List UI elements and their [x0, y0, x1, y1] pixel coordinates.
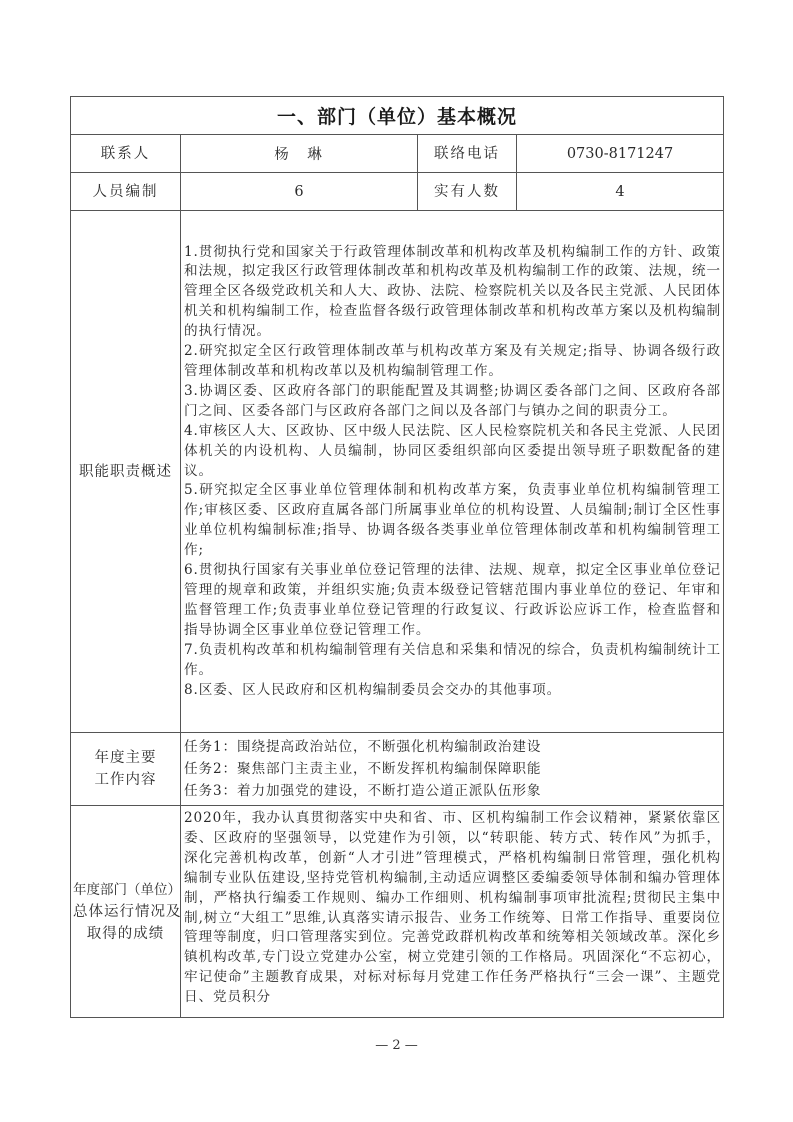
actual-label: 实有人数	[418, 173, 517, 211]
duty-item: 8.区委、区人民政府和区机构编制委员会交办的其他事项。	[184, 681, 562, 698]
task-item: 任务3：着力加强党的建设，不断打造公道正派队伍形象	[184, 783, 542, 799]
overall-performance-text: 2020年，我办认真贯彻落实中央和省、市、区机构编制工作会议精神，紧紧依靠区委、区政府的坚强领导，以党建作为引领，以“转职能、转方式、转作风”为抓手，深化完善机构改革，创新“人才引进”管理模式，严格机构编制日常管理，强化机构编制专业队伍建设,坚持党管机构编制,主动适应调整区委编委领导体制和编办管理体制，严格执行编委工作规则、编办工作细则、机构编制事项审批流程;贯彻民主集中制,树立“大组工”思维,认真落实请示报告、业务工作统筹、日常工作指导、重要岗位管理等制度，归口管理落实到位。完善党政群机构改革和统筹相关领域改革。深化乡镇机构改革,专门设立党建办公室，树立党建引领的工作格局。巩固深化“不忘初心，牢记使命”主题教育成果，对标对标每月党建工作任务严格执行“三会一课”、主题党日、党员积分	[184, 810, 722, 1006]
section-title: 一、部门（单位）基本概况	[71, 97, 724, 135]
task-item: 任务2：聚焦部门主责主业，不断发挥机构编制保障职能	[184, 761, 542, 777]
duty-item: 5.研究拟定全区事业单位管理体制和机构改革方案，负责事业单位机构编制管理工作;审核区委、区政府直属各部门所属事业单位的机构设置、人员编制;制订全区性事业单位机构编制标准;指导、协调各级各类事业单位管理体制改革和机构编制管理工作;	[184, 482, 722, 559]
overall-performance-row	[71, 806, 724, 1018]
duties-row	[71, 211, 724, 733]
actual-value: 4	[517, 173, 724, 211]
overall-label-line: 总体运行情况及	[73, 903, 182, 920]
task-item: 任务1：围绕提高政治站位，不断强化机构编制政治建设	[184, 739, 542, 755]
duty-item: 4.审核区人大、区政协、区中级人民法院、区人民检察院机关和各民主党派、人民团体机关的内设机构、人员编制，协同区委组织部向区委提出领导班子职数配备的建议。	[184, 422, 722, 479]
annual-tasks-content	[181, 733, 724, 806]
duties-label: 职能职责概述	[71, 211, 181, 733]
overall-label-line: 取得的成绩	[86, 925, 165, 942]
contact-label: 联系人	[71, 135, 181, 173]
duty-item: 1.贯彻执行党和国家关于行政管理体制改革和机构改革及机构编制工作的方针、政策和法规，拟定我区行政管理体制改革和机构改革及机构编制工作的政策、法规，统一管理全区各级党政机关和人大、政协、法院、检察院机关以及各民主党派、人民团体机关和机构编制工作，检查监督各级行政管理体制改革和机构改革方案以及机构编制的执行情况。	[184, 243, 722, 340]
contact-row	[71, 135, 724, 173]
contact-value: 杨 琳	[181, 135, 418, 173]
duty-item: 3.协调区委、区政府各部门的职能配置及其调整;协调区委各部门之间、区政府各部门之间、区委各部门与区政府各部门之间以及各部门与镇办之间的职责分工。	[184, 382, 722, 419]
quota-value: 6	[181, 173, 418, 211]
phone-label: 联络电话	[418, 135, 517, 173]
annual-tasks-label-line: 年度主要	[94, 750, 157, 766]
duties-content	[181, 211, 724, 733]
duty-item: 2.研究拟定全区行政管理体制改革与机构改革方案及有关规定;指导、协调各级行政管理体制改革和机构改革以及机构编制管理工作。	[184, 343, 722, 380]
duty-item: 6.贯彻执行国家有关事业单位登记管理的法律、法规、规章，拟定全区事业单位登记管理的规章和政策，并组织实施;负责本级登记管辖范围内事业单位的登记、年审和监督管理工作;负责事业单位登记管理的行政复议、行政诉讼应诉工作，检查监督和指导协调全区事业单位登记管理工作。	[184, 562, 722, 638]
basic-info-table	[70, 96, 724, 1018]
overall-performance-content	[181, 806, 724, 1018]
annual-tasks-label	[71, 733, 181, 806]
annual-tasks-row	[71, 733, 724, 806]
quota-label: 人员编制	[71, 173, 181, 211]
overall-label-line: 年度部门（单位）	[73, 881, 181, 898]
duty-item: 7.负责机构改革和机构编制管理有关信息和采集和情况的综合，负责机构编制统计工作。	[184, 641, 722, 678]
phone-value: 0730-8171247	[517, 135, 724, 173]
overall-performance-label	[71, 806, 181, 1018]
staffing-row	[71, 173, 724, 211]
annual-tasks-label-line: 工作内容	[94, 772, 157, 788]
page-number: — 2 —	[375, 1038, 418, 1053]
